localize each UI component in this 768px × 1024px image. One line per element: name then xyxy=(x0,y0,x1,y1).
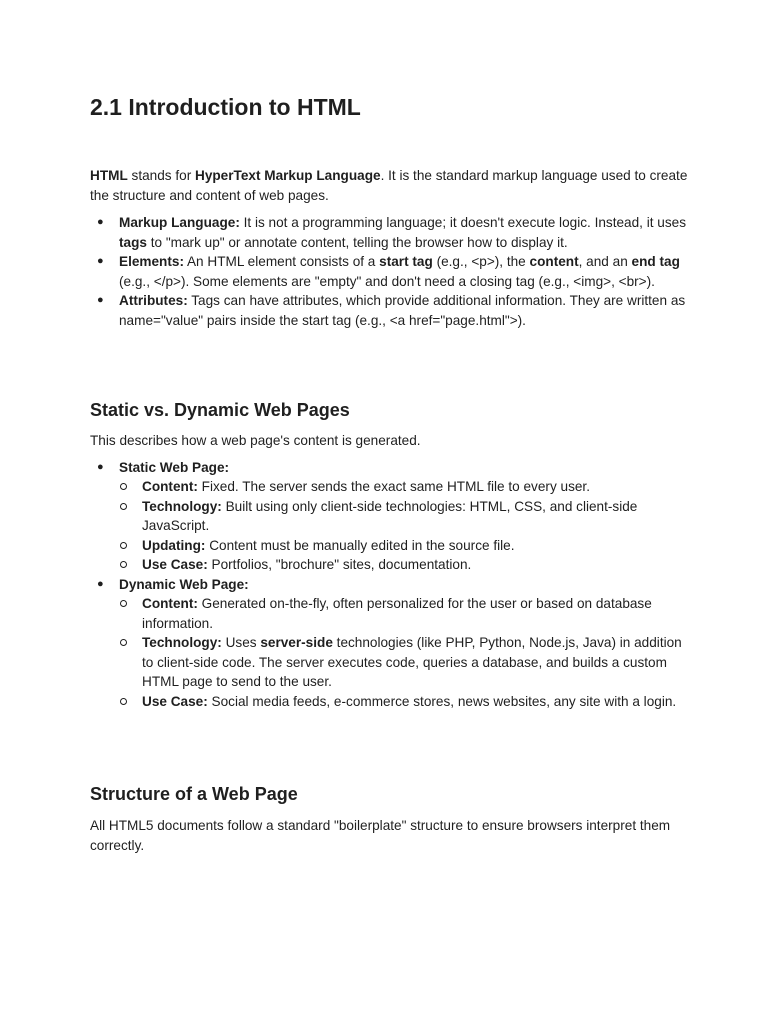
list-item-text: (e.g., <p>), the xyxy=(432,254,530,269)
sub-bullet-icon xyxy=(120,698,127,705)
sub-list-text: Generated on-the-fly, often personalized for the user or based on database information. xyxy=(142,596,652,631)
list-item-bold: content xyxy=(529,254,579,269)
list-item-dynamic xyxy=(90,575,690,712)
intro-bold-expansion: HyperText Markup Language xyxy=(195,168,381,183)
list-item-label: Elements: xyxy=(119,254,184,269)
sub-list-item xyxy=(116,555,690,575)
sub-list-bold: server-side xyxy=(260,635,333,650)
sub-list-label: Content: xyxy=(142,596,198,611)
list-item-text: An HTML element consists of a xyxy=(183,254,380,269)
sub-bullet-icon xyxy=(120,639,127,646)
dynamic-sub-list xyxy=(116,594,690,711)
sub-bullet-icon xyxy=(120,483,127,490)
list-item-label: Dynamic Web Page: xyxy=(119,576,249,592)
sub-list-text: Fixed. The server sends the exact same HTML file to every user. xyxy=(197,479,590,494)
bullet-icon: ● xyxy=(97,294,104,306)
sub-list-label: Use Case: xyxy=(142,557,208,572)
sub-list-item xyxy=(116,692,690,712)
page-type-list xyxy=(90,458,690,712)
list-item-bold: end tag xyxy=(631,254,680,269)
sub-list-label: Use Case: xyxy=(142,693,208,709)
static-sub-list xyxy=(116,477,690,575)
sub-bullet-icon xyxy=(120,542,127,549)
sub-list-item xyxy=(116,536,690,556)
list-item-bold: start tag xyxy=(379,254,433,269)
sub-list-text: Portfolios, "brochure" sites, documentation. xyxy=(207,557,472,572)
intro-bold-html: HTML xyxy=(90,168,128,183)
sub-list-item xyxy=(116,477,690,497)
bullet-icon: ● xyxy=(97,460,104,473)
structure-section xyxy=(90,782,690,855)
list-item-label: Markup Language: xyxy=(119,215,240,230)
sub-bullet-icon xyxy=(120,561,127,568)
sub-list-text: Social media feeds, e-commerce stores, news websites, any site with a login. xyxy=(207,693,677,709)
sub-list-label: Content: xyxy=(142,479,198,494)
intro-bullet-list xyxy=(90,213,690,330)
bullet-icon: ● xyxy=(97,216,104,228)
sub-list-item xyxy=(116,633,690,692)
section-heading: Structure of a Web Page xyxy=(90,784,298,804)
sub-bullet-icon xyxy=(120,600,127,607)
structure-paragraph: All HTML5 documents follow a standard "boilerplate" structure to ensure browsers interpret them correctly. xyxy=(90,818,671,853)
static-dynamic-section xyxy=(90,398,690,711)
sub-list-text: Built using only client-side technologies: HTML, CSS, and client-side JavaScript. xyxy=(142,498,638,533)
sub-list-label: Technology: xyxy=(142,635,222,650)
sub-list-item xyxy=(116,497,690,536)
list-item xyxy=(90,291,690,330)
list-item-text: Tags can have attributes, which provide additional information. They are written as name="value" pairs inside the start tag (e.g., <a href="page.html">). xyxy=(119,293,686,328)
list-item xyxy=(90,213,690,252)
sub-list-label: Technology: xyxy=(142,498,222,514)
list-item-static xyxy=(90,458,690,575)
list-item-text: It is not a programming language; it doesn't execute logic. Instead, it uses xyxy=(239,215,687,230)
sub-bullet-icon xyxy=(120,503,127,510)
list-item-text: , and an xyxy=(578,254,632,269)
list-item-text: (e.g., </p>). Some elements are "empty" and don't need a closing tag (e.g., <img>, <br>). xyxy=(119,273,655,289)
sub-list-label: Updating: xyxy=(142,537,206,553)
list-item-label: Attributes: xyxy=(119,293,188,308)
sub-list-text: technologies (like PHP, Python, Node.js, Java) in addition to client-side code. The server executes code, queries a database, and builds a custom HTML page to send to the user. xyxy=(142,635,682,689)
intro-text: . It is the standard markup language used to create the structure and content of web pages. xyxy=(90,168,688,203)
intro-paragraph xyxy=(90,166,690,205)
bullet-icon: ● xyxy=(97,577,104,590)
intro-section xyxy=(90,166,690,330)
section-heading: Static vs. Dynamic Web Pages xyxy=(90,400,350,420)
intro-text: stands for xyxy=(127,168,195,183)
sub-list-text: Uses xyxy=(221,635,261,650)
list-item xyxy=(90,252,690,291)
sub-list-item xyxy=(116,594,690,633)
list-item-label: Static Web Page: xyxy=(119,459,230,475)
list-item-text: to "mark up" or annotate content, telling the browser how to display it. xyxy=(146,234,568,250)
bullet-icon: ● xyxy=(97,255,104,267)
section-intro: This describes how a web page's content is generated. xyxy=(90,433,421,448)
list-item-bold: tags xyxy=(119,234,147,250)
page-title: 2.1 Introduction to HTML xyxy=(90,94,361,120)
sub-list-text: Content must be manually edited in the source file. xyxy=(205,537,515,553)
